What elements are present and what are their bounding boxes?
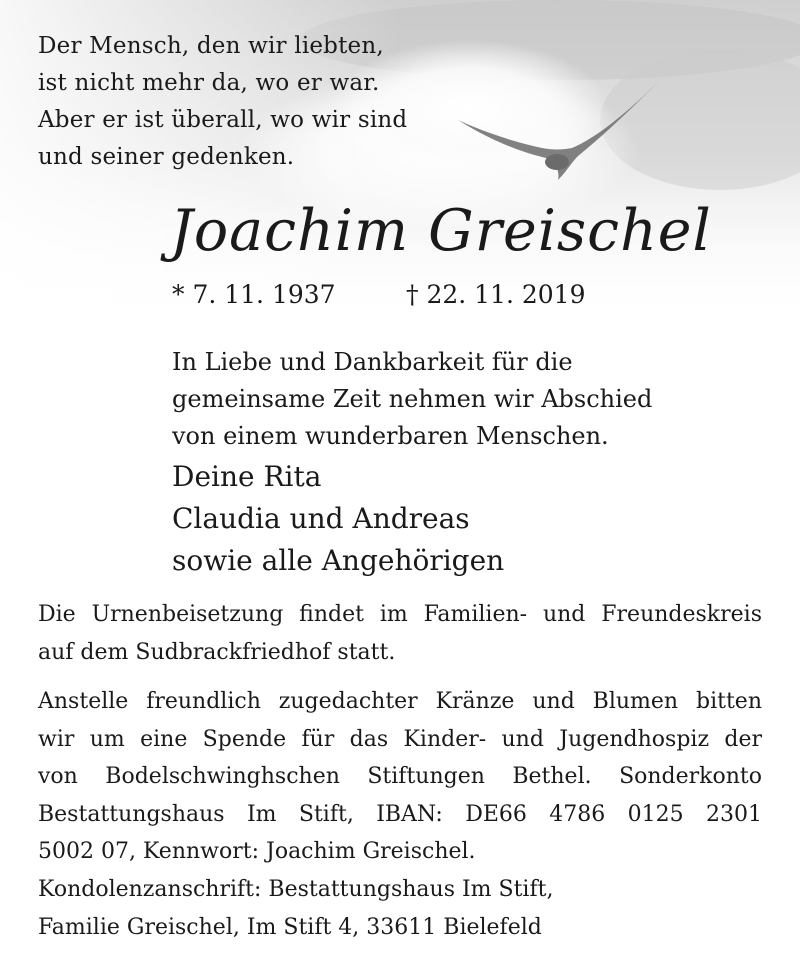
poem-line: Aber er ist überall, wo wir sind [38, 107, 408, 133]
donation-line: Anstelle freundlich zugedachter Kränze und Blumen bitten [38, 689, 762, 714]
deceased-name: Joachim Greischel [170, 198, 712, 264]
life-dates [172, 278, 586, 312]
poem-line: ist nicht mehr da, wo er war. [38, 70, 380, 96]
birth-date: * 7. 11. 1937 [172, 280, 336, 309]
donation-line: Bestattungshaus Im Stift, IBAN: DE66 4786 0125 2301 [38, 801, 762, 827]
poem-line: Der Mensch, den wir liebten, [38, 33, 384, 59]
farewell-text [172, 344, 652, 455]
condolence-address [38, 871, 762, 946]
condolence-line: Familie Greischel, Im Stift 4, 33611 Bielefeld [38, 914, 542, 940]
donation-line: wir um eine Spende für das Kinder- und Jugendhospiz der [38, 726, 762, 752]
memorial-poem [38, 28, 407, 176]
farewell-line: gemeinsame Zeit nehmen wir Abschied [172, 385, 653, 413]
donation-line: 5002 07, Kennwort: Joachim Greischel. [38, 839, 476, 864]
farewell-line: In Liebe und Dankbarkeit für die [172, 348, 573, 376]
poem-line: und seiner gedenken. [38, 144, 295, 170]
donation-line: von Bodelschwinghschen Stiftungen Bethel. Sonderkonto [38, 764, 762, 789]
mourner-line: Deine Rita [172, 460, 322, 493]
urn-burial-notice [38, 596, 762, 671]
mourner-line: sowie alle Angehörigen [172, 544, 505, 577]
mourner-line: Claudia und Andreas [172, 502, 470, 535]
urn-line: Die Urnenbeisetzung findet im Familien- und Freundeskreis [38, 602, 762, 627]
urn-line: auf dem Sudbrackfriedhof statt. [38, 639, 396, 665]
mourners-list [172, 456, 504, 582]
farewell-line: von einem wunderbaren Menschen. [172, 422, 609, 450]
condolence-line: Kondolenzanschrift: Bestattungshaus Im Stift, [38, 877, 554, 902]
death-date: † 22. 11. 2019 [406, 280, 586, 309]
donation-request [38, 683, 762, 871]
